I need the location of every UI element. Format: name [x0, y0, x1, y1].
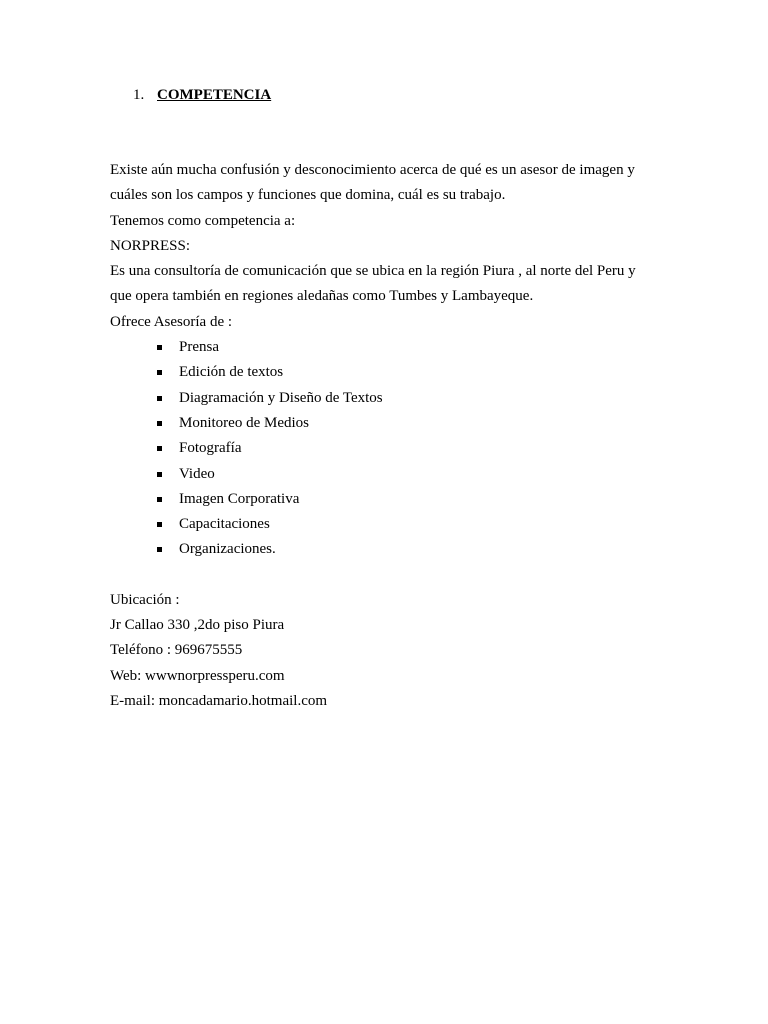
paragraph-line: que opera también en regiones aledañas como Tumbes y Lambayeque.: [110, 288, 534, 305]
square-bullet-icon: [157, 421, 162, 426]
list-item: Fotografía: [110, 436, 670, 461]
square-bullet-icon: [157, 522, 162, 527]
paragraph-line: Tenemos como competencia a:: [110, 212, 296, 229]
list-item: Edición de textos: [110, 360, 670, 385]
square-bullet-icon: [157, 396, 162, 401]
list-item: Imagen Corporativa: [110, 487, 670, 512]
company-name: NORPRESS:: [110, 237, 191, 254]
paragraph-line: Es una consultoría de comunicación que se ubica en la región Piura , al norte del Peru y: [110, 263, 636, 280]
services-list: [110, 335, 670, 563]
email-line: E-mail: moncadamario.hotmail.com: [110, 692, 328, 709]
spacer: [110, 563, 670, 588]
square-bullet-icon: [157, 497, 162, 502]
square-bullet-icon: [157, 370, 162, 375]
square-bullet-icon: [157, 547, 162, 552]
list-item: Monitoreo de Medios: [110, 411, 670, 436]
services-intro: Ofrece Asesoría de :: [110, 313, 233, 330]
location-label: Ubicación :: [110, 591, 180, 608]
section-heading: [133, 85, 271, 105]
phone-line: Teléfono : 969675555: [110, 642, 243, 659]
list-item: Video: [110, 462, 670, 487]
square-bullet-icon: [157, 446, 162, 451]
web-line: Web: wwwnorpressperu.com: [110, 667, 285, 684]
body-text: [110, 158, 670, 714]
address-line: Jr Callao 330 ,2do piso Piura: [110, 617, 285, 634]
list-item: Diagramación y Diseño de Textos: [110, 386, 670, 411]
list-item: Capacitaciones: [110, 512, 670, 537]
heading-number: 1.: [133, 87, 145, 103]
list-item: Organizaciones.: [110, 537, 670, 562]
heading-title: COMPETENCIA: [157, 87, 272, 103]
paragraph-line: Existe aún mucha confusión y desconocimiento acerca de qué es un asesor de imagen y: [110, 162, 635, 178]
list-item: Prensa: [110, 335, 670, 360]
square-bullet-icon: [157, 472, 162, 477]
square-bullet-icon: [157, 345, 162, 350]
paragraph-line: cuáles son los campos y funciones que domina, cuál es su trabajo.: [110, 187, 506, 204]
